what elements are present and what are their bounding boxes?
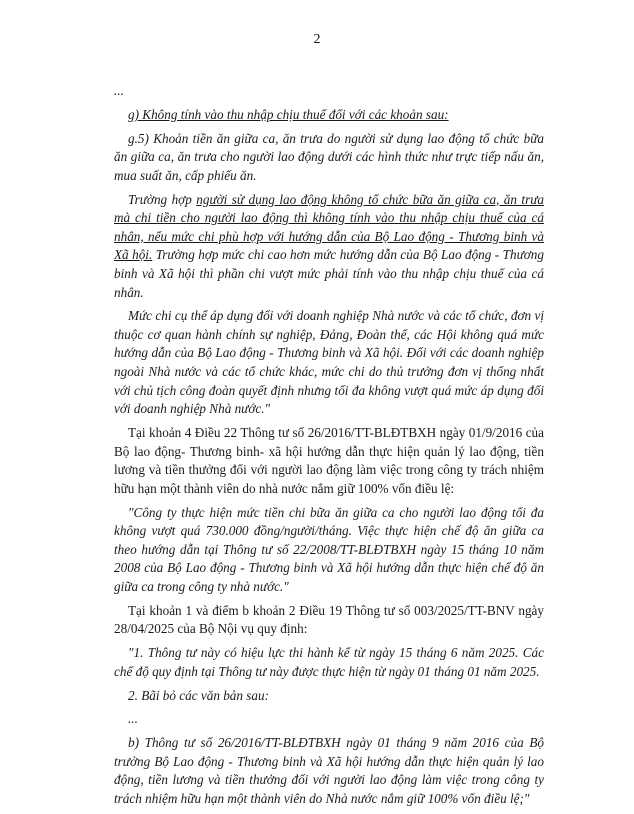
text-segment: ... (114, 83, 124, 98)
paragraph-item-g5 (114, 130, 544, 186)
paragraph-ellipsis-1 (114, 82, 544, 101)
paragraph-quote-item-b (114, 734, 544, 808)
paragraph-quote-repeal (114, 687, 544, 706)
paragraph-clause-4-article-22 (114, 424, 544, 498)
text-segment: g.5) Khoản tiền ăn giữa ca, ăn trưa do người sử dụng lao động tổ chức bữa ăn giữa ca, ăn trưa cho người lao động dưới các hình thức như trực tiếp nấu ăn, mua suất ăn, cấp phiếu ăn. (114, 130, 544, 183)
paragraph-clause-1-article-19 (114, 602, 544, 639)
text-segment: ... (128, 711, 138, 727)
paragraph-case-no-meal (114, 191, 544, 303)
paragraph-ellipsis-2 (114, 710, 544, 729)
text-segment: "1. Thông tư này có hiệu lực thi hành kể từ ngày 15 tháng 6 năm 2025. Các chế độ quy định tại Thông tư này được thực hiện từ ngày 01 tháng 01 năm 2025. (114, 645, 544, 679)
paragraph-quote-effect (114, 644, 544, 681)
paragraph-item-g (114, 106, 544, 125)
paragraph-specific-level (114, 307, 544, 419)
underlined-text: người sử dụng lao động không tổ chức bữa ăn giữa ca, ăn trưa mà chi tiền cho người lao động thì không tính vào thu nhập chịu thuế của cá nhân, nếu mức chi phù hợp với hướng dẫn của Bộ Lao động - Thương binh và Xã hội. (114, 191, 544, 263)
page-number: 2 (313, 32, 321, 47)
paragraph-quote-730000 (114, 504, 544, 597)
text-segment: Tại khoản 4 Điều 22 Thông tư số 26/2016/TT-BLĐTBXH ngày 01/9/2016 của Bộ lao động- Thương binh- xã hội hướng dẫn thực hiện quản lý lao động, tiền lương và tiền thưởng đối với người lao động làm việc trong công ty trách nhiệm hữu hạn một thành viên do nhà nước nắm giữ 100% vốn điều lệ: (114, 425, 544, 496)
text-segment: Mức chi cụ thể áp dụng đối với doanh nghiệp Nhà nước và các tổ chức, đơn vị thuộc cơ quan hành chính sự nghiệp, Đảng, Đoàn thể, các Hội không quá mức hướng dẫn của Bộ Lao động - Thương binh và Xã hội. Đối với các doanh nghiệp ngoài Nhà nước và các tổ chức khác, mức chi do thủ trưởng đơn vị thống nhất với chủ tịch công đoàn quyết định nhưng tối đa không vượt quá mức áp dụng đối với doanh nghiệp Nhà nước." (114, 308, 544, 417)
underlined-text: g) Không tính vào thu nhập chịu thuế đối với các khoản sau: (128, 106, 449, 122)
text-segment: "Công ty thực hiện mức tiền chi bữa ăn giữa ca cho người lao động tối đa không vượt quá 730.000 đồng/người/tháng. Việc thực hiện chế độ ăn giữa ca theo hướng dẫn tại Thông tư số 22/2008/TT-BLĐTBXH ngày 15 tháng 10 năm 2008 của Bộ Lao động - Thương binh và Xã hội hướng dẫn thực hiện chế độ ăn giữa ca trong công ty nhà nước." (114, 504, 544, 594)
text-segment: Tại khoản 1 và điểm b khoản 2 Điều 19 Thông tư số 003/2025/TT-BNV ngày 28/04/2025 của Bộ Nội vụ quy định: (114, 602, 544, 637)
text-segment: 2. Bãi bỏ các văn bản sau: (128, 687, 270, 703)
text-segment: Trường hợp mức chi cao hơn mức hướng dẫn của Bộ Lao động - Thương binh và Xã hội thì phần chi vượt mức phải tính vào thu nhập chịu thuế của cá nhân. (114, 247, 544, 300)
text-segment: Trường hợp (128, 191, 197, 207)
document-body (114, 82, 544, 814)
text-segment: b) Thông tư số 26/2016/TT-BLĐTBXH ngày 01 tháng 9 năm 2016 của Bộ trưởng Bộ Lao động - Thương binh và Xã hội hướng dẫn thực hiện quản lý lao động, tiền lương và tiền thưởng đối với người lao động làm việc trong công ty trách nhiệm hữu hạn một thành viên do Nhà nước nắm giữ 100% vốn điều lệ;" (114, 735, 544, 806)
